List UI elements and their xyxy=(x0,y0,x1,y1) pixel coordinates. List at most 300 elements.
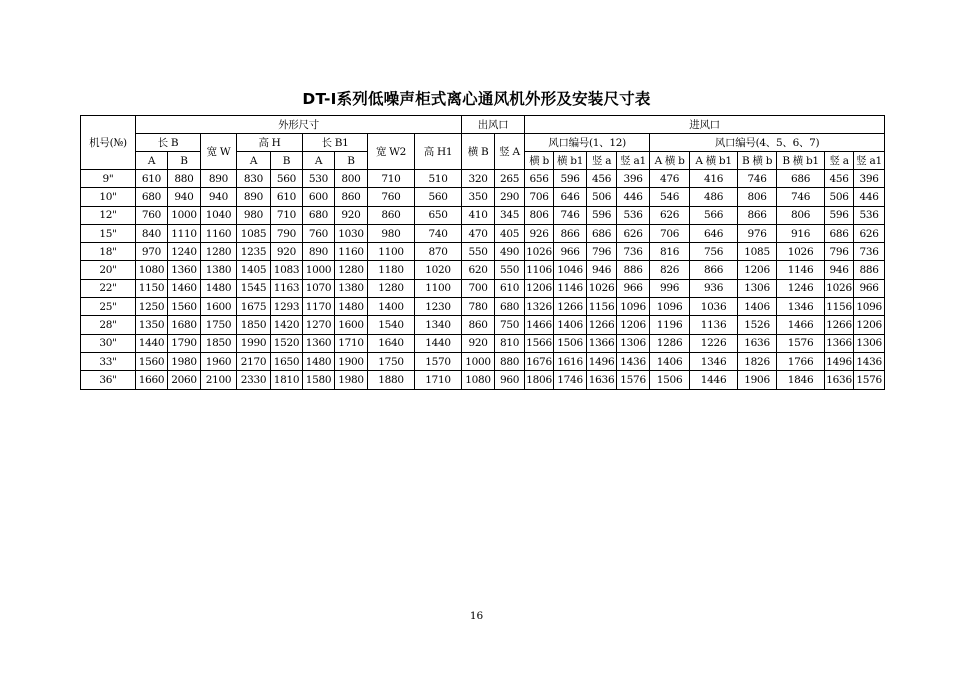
table-cell: 860 xyxy=(368,206,415,224)
table-cell: 700 xyxy=(462,279,495,297)
table-cell: 1406 xyxy=(650,352,690,370)
table-cell: 1136 xyxy=(690,316,738,334)
table-cell: 1400 xyxy=(368,298,415,316)
table-cell: 1506 xyxy=(650,371,690,389)
table-cell: 746 xyxy=(738,170,777,188)
table-cell: 1346 xyxy=(690,352,738,370)
table-cell: 320 xyxy=(462,170,495,188)
table-cell: 1080 xyxy=(136,261,168,279)
table-cell: 1146 xyxy=(777,261,825,279)
table-cell: 1085 xyxy=(738,243,777,261)
table-cell: 566 xyxy=(690,206,738,224)
table-cell: 1636 xyxy=(825,371,854,389)
table-cell: 1960 xyxy=(201,352,237,370)
header-inlet-no-1-12: 风口编号(1、12) xyxy=(525,134,650,152)
table-cell: 1146 xyxy=(554,279,587,297)
table-cell: 890 xyxy=(201,170,237,188)
table-cell: 750 xyxy=(495,316,525,334)
table-cell: 1480 xyxy=(303,352,335,370)
document-title: DT-Ⅰ系列低噪声柜式离心通风机外形及安装尺寸表 xyxy=(302,90,651,108)
table-cell: 1526 xyxy=(738,316,777,334)
table-cell: 1436 xyxy=(617,352,650,370)
header-inlet: 进风口 xyxy=(525,116,885,134)
table-cell: 920 xyxy=(462,334,495,352)
table-cell: 1026 xyxy=(825,279,854,297)
table-cell: 760 xyxy=(136,206,168,224)
table-cell: 1660 xyxy=(136,371,168,389)
table-cell: 1160 xyxy=(201,224,237,242)
table-cell: 1150 xyxy=(136,279,168,297)
machine-no-cell: 25" xyxy=(81,298,136,316)
table-cell: 1406 xyxy=(554,316,587,334)
table-cell: 1980 xyxy=(335,371,368,389)
table-cell: 1600 xyxy=(335,316,368,334)
table-cell: 1306 xyxy=(617,334,650,352)
table-cell: 796 xyxy=(587,243,617,261)
table-cell: 1026 xyxy=(525,243,554,261)
header-inlet1-horizontal-b1: 横 b1 xyxy=(554,152,587,170)
table-cell: 626 xyxy=(617,224,650,242)
table-cell: 946 xyxy=(587,261,617,279)
header-inlet2-b-horizontal-b1: B 横 b1 xyxy=(777,152,825,170)
table-cell: 1246 xyxy=(777,279,825,297)
table-cell: 686 xyxy=(825,224,854,242)
table-cell: 890 xyxy=(237,188,271,206)
table-cell: 1880 xyxy=(368,371,415,389)
table-cell: 646 xyxy=(554,188,587,206)
table-cell: 1440 xyxy=(136,334,168,352)
table-cell: 1436 xyxy=(854,352,885,370)
table-cell: 1405 xyxy=(237,261,271,279)
table-cell: 866 xyxy=(738,206,777,224)
table-cell: 1020 xyxy=(415,261,462,279)
header-height-h: 高 H xyxy=(237,134,303,152)
header-machine-no: 机号(№) xyxy=(81,116,136,170)
table-row xyxy=(81,352,885,370)
table-cell: 790 xyxy=(271,224,303,242)
table-cell: 2170 xyxy=(237,352,271,370)
table-cell: 816 xyxy=(650,243,690,261)
table-cell: 796 xyxy=(825,243,854,261)
table-cell: 456 xyxy=(587,170,617,188)
table-cell: 530 xyxy=(303,170,335,188)
table-cell: 970 xyxy=(136,243,168,261)
table-cell: 1070 xyxy=(303,279,335,297)
table-cell: 996 xyxy=(650,279,690,297)
table-cell: 1000 xyxy=(168,206,201,224)
table-cell: 1266 xyxy=(825,316,854,334)
table-cell: 880 xyxy=(495,352,525,370)
table-cell: 1790 xyxy=(168,334,201,352)
table-cell: 405 xyxy=(495,224,525,242)
table-cell: 866 xyxy=(554,224,587,242)
table-cell: 1206 xyxy=(738,261,777,279)
header-outlet-horizontal-b: 横 B xyxy=(462,134,495,170)
table-cell: 1096 xyxy=(617,298,650,316)
table-cell: 1180 xyxy=(368,261,415,279)
table-cell: 476 xyxy=(650,170,690,188)
table-row xyxy=(81,224,885,242)
table-cell: 1340 xyxy=(415,316,462,334)
table-cell: 1110 xyxy=(168,224,201,242)
table-row xyxy=(81,316,885,334)
table-cell: 1380 xyxy=(335,279,368,297)
table-cell: 536 xyxy=(617,206,650,224)
table-cell: 1196 xyxy=(650,316,690,334)
table-cell: 510 xyxy=(415,170,462,188)
table-cell: 860 xyxy=(335,188,368,206)
table-cell: 1206 xyxy=(525,279,554,297)
table-cell: 680 xyxy=(495,298,525,316)
table-cell: 1446 xyxy=(690,371,738,389)
table-cell: 1083 xyxy=(271,261,303,279)
table-cell: 800 xyxy=(335,170,368,188)
table-cell: 350 xyxy=(462,188,495,206)
table-cell: 1163 xyxy=(271,279,303,297)
table-cell: 736 xyxy=(854,243,885,261)
table-cell: 920 xyxy=(335,206,368,224)
table-cell: 1266 xyxy=(587,316,617,334)
table-row xyxy=(81,371,885,389)
table-cell: 1026 xyxy=(587,279,617,297)
table-cell: 740 xyxy=(415,224,462,242)
header-length-b: 长 B xyxy=(136,134,201,152)
table-cell: 890 xyxy=(303,243,335,261)
table-cell: 1000 xyxy=(303,261,335,279)
table-row xyxy=(81,298,885,316)
table-cell: 1100 xyxy=(368,243,415,261)
table-cell: 456 xyxy=(825,170,854,188)
table-cell: 860 xyxy=(462,316,495,334)
header-sub-b: B xyxy=(168,152,201,170)
table-cell: 1280 xyxy=(335,261,368,279)
machine-no-cell: 33" xyxy=(81,352,136,370)
table-cell: 1710 xyxy=(335,334,368,352)
table-cell: 746 xyxy=(554,206,587,224)
table-cell: 1506 xyxy=(554,334,587,352)
table-cell: 1750 xyxy=(201,316,237,334)
table-cell: 756 xyxy=(690,243,738,261)
table-cell: 1580 xyxy=(303,371,335,389)
table-cell: 886 xyxy=(617,261,650,279)
header-length-b1: 长 B1 xyxy=(303,134,368,152)
header-inlet-no-4-5-6-7: 风口编号(4、5、6、7) xyxy=(650,134,885,152)
table-cell: 926 xyxy=(525,224,554,242)
table-cell: 940 xyxy=(168,188,201,206)
table-cell: 1406 xyxy=(738,298,777,316)
table-cell: 966 xyxy=(554,243,587,261)
table-cell: 1306 xyxy=(854,334,885,352)
machine-no-cell: 9" xyxy=(81,170,136,188)
machine-no-cell: 20" xyxy=(81,261,136,279)
table-cell: 680 xyxy=(303,206,335,224)
table-cell: 1650 xyxy=(271,352,303,370)
table-cell: 345 xyxy=(495,206,525,224)
table-cell: 760 xyxy=(303,224,335,242)
table-cell: 626 xyxy=(854,224,885,242)
table-cell: 1206 xyxy=(854,316,885,334)
machine-no-cell: 28" xyxy=(81,316,136,334)
table-cell: 2100 xyxy=(201,371,237,389)
header-sub-a: A xyxy=(303,152,335,170)
table-cell: 1576 xyxy=(854,371,885,389)
table-cell: 1366 xyxy=(587,334,617,352)
machine-no-cell: 22" xyxy=(81,279,136,297)
table-cell: 706 xyxy=(650,224,690,242)
table-cell: 1046 xyxy=(554,261,587,279)
header-inlet2-vertical-a1: 竖 a1 xyxy=(854,152,885,170)
table-cell: 710 xyxy=(368,170,415,188)
table-cell: 546 xyxy=(650,188,690,206)
table-cell: 680 xyxy=(136,188,168,206)
machine-no-cell: 15" xyxy=(81,224,136,242)
table-cell: 1026 xyxy=(777,243,825,261)
table-cell: 1293 xyxy=(271,298,303,316)
table-row xyxy=(81,188,885,206)
table-cell: 1030 xyxy=(335,224,368,242)
table-cell: 710 xyxy=(271,206,303,224)
table-cell: 1540 xyxy=(368,316,415,334)
table-cell: 1676 xyxy=(525,352,554,370)
table-cell: 966 xyxy=(854,279,885,297)
table-cell: 610 xyxy=(495,279,525,297)
table-cell: 840 xyxy=(136,224,168,242)
table-cell: 596 xyxy=(825,206,854,224)
table-cell: 550 xyxy=(462,243,495,261)
table-cell: 1810 xyxy=(271,371,303,389)
header-inlet1-vertical-a1: 竖 a1 xyxy=(617,152,650,170)
table-cell: 620 xyxy=(462,261,495,279)
table-cell: 550 xyxy=(495,261,525,279)
table-cell: 1680 xyxy=(168,316,201,334)
table-cell: 600 xyxy=(303,188,335,206)
table-cell: 1990 xyxy=(237,334,271,352)
header-sub-a: A xyxy=(136,152,168,170)
table-cell: 1806 xyxy=(525,371,554,389)
table-row xyxy=(81,261,885,279)
table-cell: 646 xyxy=(690,224,738,242)
table-cell: 686 xyxy=(777,170,825,188)
table-cell: 830 xyxy=(237,170,271,188)
table-cell: 826 xyxy=(650,261,690,279)
header-inlet2-a-horizontal-b: A 横 b xyxy=(650,152,690,170)
table-cell: 470 xyxy=(462,224,495,242)
header-width-w2: 宽 W2 xyxy=(368,134,415,170)
table-cell: 1480 xyxy=(201,279,237,297)
table-cell: 980 xyxy=(237,206,271,224)
table-cell: 1710 xyxy=(415,371,462,389)
header-outlet: 出风口 xyxy=(462,116,525,134)
table-cell: 396 xyxy=(617,170,650,188)
table-cell: 1766 xyxy=(777,352,825,370)
table-cell: 1496 xyxy=(587,352,617,370)
table-cell: 940 xyxy=(201,188,237,206)
table-cell: 806 xyxy=(525,206,554,224)
table-cell: 1600 xyxy=(201,298,237,316)
table-cell: 780 xyxy=(462,298,495,316)
table-cell: 870 xyxy=(415,243,462,261)
table-cell: 1576 xyxy=(617,371,650,389)
table-cell: 1286 xyxy=(650,334,690,352)
table-cell: 410 xyxy=(462,206,495,224)
table-row xyxy=(81,334,885,352)
table-cell: 1520 xyxy=(271,334,303,352)
header-inlet2-vertical-a: 竖 a xyxy=(825,152,854,170)
table-cell: 596 xyxy=(587,206,617,224)
table-cell: 396 xyxy=(854,170,885,188)
table-cell: 1206 xyxy=(617,316,650,334)
table-cell: 810 xyxy=(495,334,525,352)
table-cell: 806 xyxy=(738,188,777,206)
table-cell: 980 xyxy=(368,224,415,242)
header-outline-dimensions: 外形尺寸 xyxy=(136,116,462,134)
table-cell: 506 xyxy=(587,188,617,206)
table-cell: 1235 xyxy=(237,243,271,261)
table-cell: 1306 xyxy=(738,279,777,297)
table-cell: 2060 xyxy=(168,371,201,389)
table-cell: 446 xyxy=(854,188,885,206)
table-cell: 1750 xyxy=(368,352,415,370)
machine-no-cell: 36" xyxy=(81,371,136,389)
table-cell: 1156 xyxy=(587,298,617,316)
machine-no-cell: 30" xyxy=(81,334,136,352)
table-cell: 1570 xyxy=(415,352,462,370)
table-cell: 1440 xyxy=(415,334,462,352)
table-cell: 490 xyxy=(495,243,525,261)
header-inlet2-a-horizontal-b1: A 横 b1 xyxy=(690,152,738,170)
table-cell: 1900 xyxy=(335,352,368,370)
machine-no-cell: 10" xyxy=(81,188,136,206)
table-cell: 1096 xyxy=(650,298,690,316)
header-inlet1-vertical-a: 竖 a xyxy=(587,152,617,170)
table-cell: 650 xyxy=(415,206,462,224)
table-cell: 1000 xyxy=(462,352,495,370)
table-row xyxy=(81,279,885,297)
table-cell: 1080 xyxy=(462,371,495,389)
table-cell: 706 xyxy=(525,188,554,206)
table-cell: 446 xyxy=(617,188,650,206)
table-cell: 1480 xyxy=(335,298,368,316)
table-cell: 1346 xyxy=(777,298,825,316)
table-cell: 936 xyxy=(690,279,738,297)
table-cell: 1560 xyxy=(136,352,168,370)
machine-no-cell: 18" xyxy=(81,243,136,261)
table-cell: 1230 xyxy=(415,298,462,316)
table-cell: 976 xyxy=(738,224,777,242)
table-cell: 1366 xyxy=(825,334,854,352)
table-cell: 1616 xyxy=(554,352,587,370)
table-cell: 1636 xyxy=(587,371,617,389)
table-cell: 290 xyxy=(495,188,525,206)
table-cell: 610 xyxy=(136,170,168,188)
table-cell: 1560 xyxy=(168,298,201,316)
table-row xyxy=(81,170,885,188)
table-cell: 960 xyxy=(495,371,525,389)
header-inlet2-b-horizontal-b: B 横 b xyxy=(738,152,777,170)
table-row xyxy=(81,243,885,261)
table-cell: 1746 xyxy=(554,371,587,389)
table-cell: 760 xyxy=(368,188,415,206)
table-cell: 746 xyxy=(777,188,825,206)
table-cell: 1266 xyxy=(554,298,587,316)
table-cell: 1906 xyxy=(738,371,777,389)
header-height-h1: 高 H1 xyxy=(415,134,462,170)
dimension-table xyxy=(80,115,885,390)
table-cell: 1545 xyxy=(237,279,271,297)
table-cell: 1826 xyxy=(738,352,777,370)
header-sub-a: A xyxy=(237,152,271,170)
table-cell: 1156 xyxy=(825,298,854,316)
machine-no-cell: 12" xyxy=(81,206,136,224)
table-cell: 596 xyxy=(554,170,587,188)
table-cell: 1170 xyxy=(303,298,335,316)
table-cell: 1566 xyxy=(525,334,554,352)
table-cell: 610 xyxy=(271,188,303,206)
table-cell: 1360 xyxy=(303,334,335,352)
table-cell: 1280 xyxy=(201,243,237,261)
table-cell: 416 xyxy=(690,170,738,188)
table-row xyxy=(81,206,885,224)
table-cell: 1160 xyxy=(335,243,368,261)
table-cell: 1850 xyxy=(201,334,237,352)
table-cell: 1636 xyxy=(738,334,777,352)
table-cell: 1226 xyxy=(690,334,738,352)
table-cell: 1036 xyxy=(690,298,738,316)
table-cell: 560 xyxy=(271,170,303,188)
table-cell: 560 xyxy=(415,188,462,206)
table-cell: 946 xyxy=(825,261,854,279)
table-cell: 1496 xyxy=(825,352,854,370)
table-cell: 506 xyxy=(825,188,854,206)
table-cell: 1040 xyxy=(201,206,237,224)
table-cell: 916 xyxy=(777,224,825,242)
table-cell: 736 xyxy=(617,243,650,261)
table-cell: 1380 xyxy=(201,261,237,279)
table-cell: 1460 xyxy=(168,279,201,297)
table-cell: 1326 xyxy=(525,298,554,316)
table-cell: 806 xyxy=(777,206,825,224)
header-sub-b: B xyxy=(335,152,368,170)
table-cell: 1085 xyxy=(237,224,271,242)
table-cell: 486 xyxy=(690,188,738,206)
table-cell: 920 xyxy=(271,243,303,261)
header-width-w: 宽 W xyxy=(201,134,237,170)
table-cell: 1106 xyxy=(525,261,554,279)
table-cell: 265 xyxy=(495,170,525,188)
table-body xyxy=(81,170,885,390)
header-inlet1-horizontal-b: 横 b xyxy=(525,152,554,170)
table-cell: 1466 xyxy=(777,316,825,334)
table-cell: 866 xyxy=(690,261,738,279)
table-cell: 1640 xyxy=(368,334,415,352)
table-cell: 1846 xyxy=(777,371,825,389)
table-cell: 886 xyxy=(854,261,885,279)
table-cell: 1675 xyxy=(237,298,271,316)
table-cell: 626 xyxy=(650,206,690,224)
table-cell: 1100 xyxy=(415,279,462,297)
table-cell: 656 xyxy=(525,170,554,188)
table-cell: 686 xyxy=(587,224,617,242)
table-cell: 1350 xyxy=(136,316,168,334)
table-cell: 1466 xyxy=(525,316,554,334)
table-cell: 1250 xyxy=(136,298,168,316)
table-cell: 1850 xyxy=(237,316,271,334)
header-sub-b: B xyxy=(271,152,303,170)
table-cell: 536 xyxy=(854,206,885,224)
table-cell: 1360 xyxy=(168,261,201,279)
header-outlet-vertical-a: 竖 A xyxy=(495,134,525,170)
table-cell: 1420 xyxy=(271,316,303,334)
